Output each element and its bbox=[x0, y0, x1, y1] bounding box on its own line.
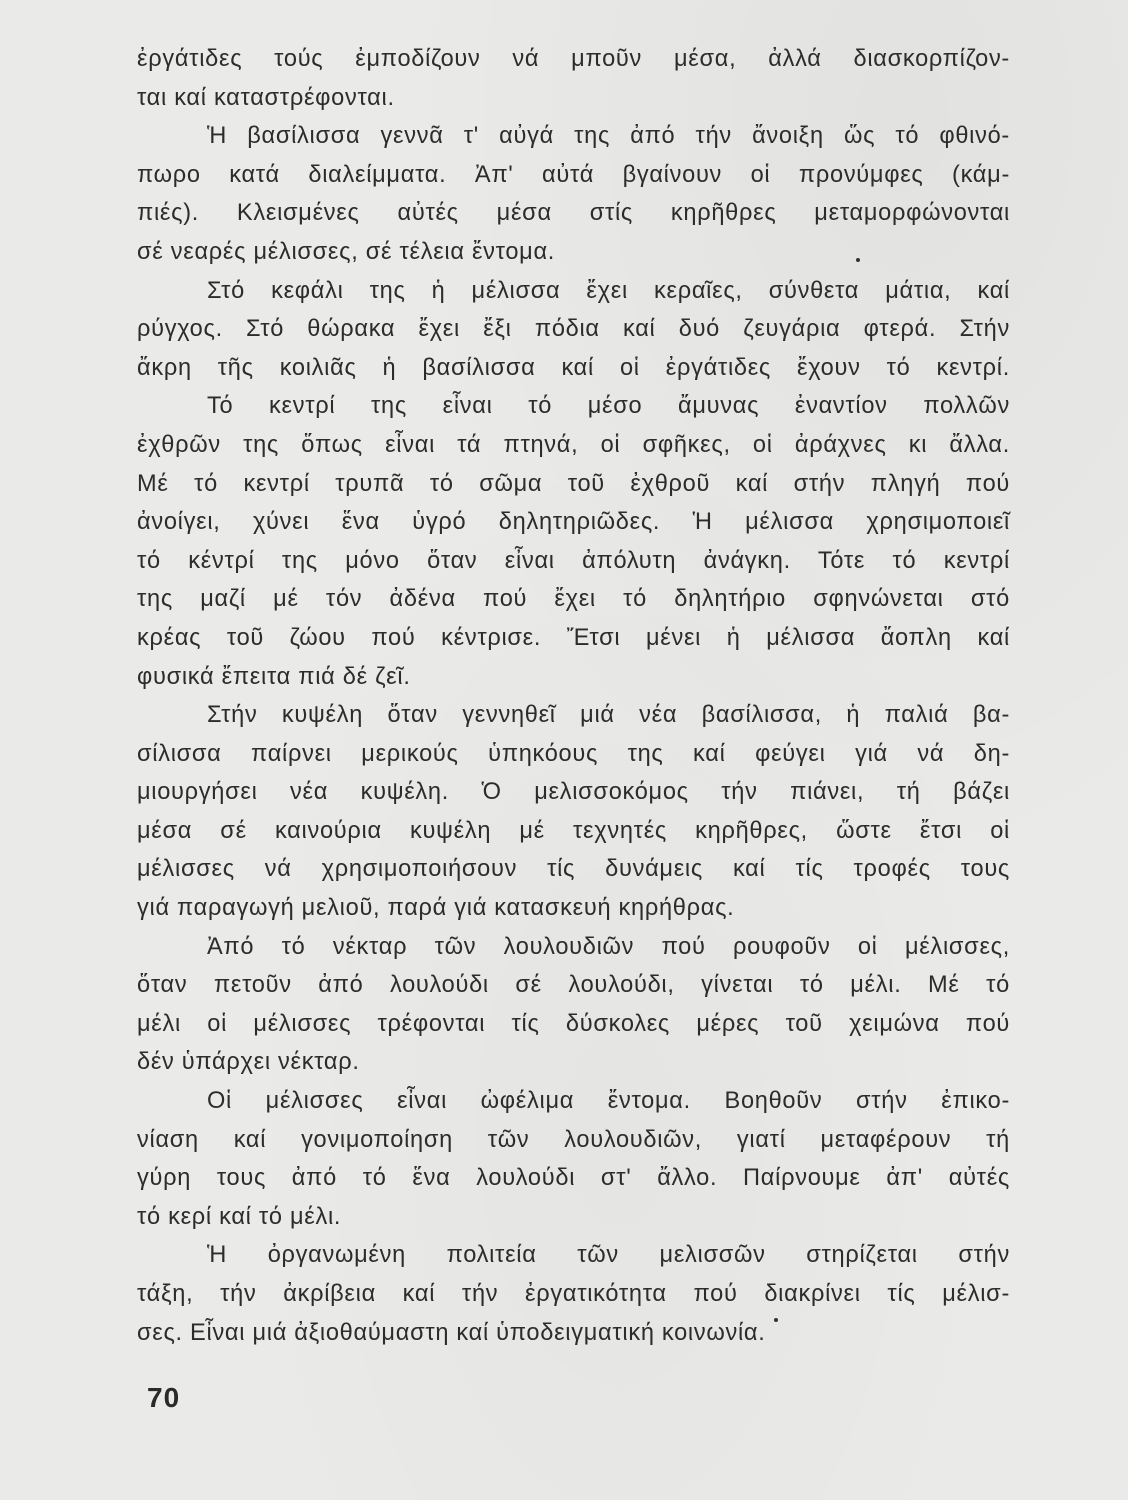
ink-speck bbox=[774, 1318, 778, 1322]
text-line: ἐργάτιδες τούς ἐμποδίζουν νά μποῦν μέσα, ἀλλά διασκορπίζον- bbox=[137, 46, 1010, 72]
text-line: νίαση καί γονιμοποίηση τῶν λουλουδιῶν, γιατί μεταφέρουν τή bbox=[137, 1126, 1010, 1153]
text-line: δέν ὑπάρχει νέκταρ. bbox=[137, 1049, 360, 1076]
text-line: ρύγχος. Στό θώρακα ἔχει ἔξι πόδια καί δυό ζευγάρια φτερά. Στήν bbox=[137, 316, 1010, 343]
text-line: Ἀπό τό νέκταρ τῶν λουλουδιῶν πού ρουφοῦν οἱ μέλισσες, bbox=[207, 933, 1010, 960]
text-line: Ἡ βασίλισσα γεννᾶ τ' αὐγά της ἀπό τήν ἄνοιξη ὥς τό φθινό- bbox=[207, 123, 1010, 150]
text-line: τάξη, τήν ἀκρίβεια καί τήν ἐργατικότητα πού διακρίνει τίς μέλισ- bbox=[137, 1281, 1010, 1307]
body-text bbox=[137, 40, 1010, 1352]
text-line: μέλισσες νά χρησιμοποιήσουν τίς δυνάμεις καί τίς τροφές τους bbox=[137, 856, 1010, 883]
ink-speck bbox=[856, 258, 860, 262]
text-line: πιές). Κλεισμένες αὐτές μέσα στίς κηρῆθρες μεταμορφώνονται bbox=[137, 200, 1010, 227]
text-line: μιουργήσει νέα κυψέλη. Ὁ μελισσοκόμος τήν πιάνει, τή βάζει bbox=[137, 779, 1010, 806]
text-line: τό κερί καί τό μέλι. bbox=[137, 1203, 342, 1230]
text-line: ἀνοίγει, χύνει ἕνα ὑγρό δηλητηριῶδες. Ἡ μέλισσα χρησιμοποιεῖ bbox=[137, 509, 1010, 536]
text-line: ἐχθρῶν της ὅπως εἶναι τά πτηνά, οἱ σφῆκες, οἱ ἀράχνες κι ἄλλα. bbox=[137, 431, 1010, 458]
text-line: γύρη τους ἀπό τό ἕνα λουλούδι στ' ἄλλο. Παίρνουμε ἀπ' αὐτές bbox=[137, 1165, 1010, 1192]
text-line: φυσικά ἔπειτα πιά δέ ζεῖ. bbox=[137, 663, 411, 690]
text-line: σες. Εἶναι μιά ἀξιοθαύμαστη καί ὑποδειγματική κοινωνία. bbox=[137, 1319, 766, 1346]
text-line: Μέ τό κεντρί τρυπᾶ τό σῶμα τοῦ ἐχθροῦ καί στήν πληγή πού bbox=[137, 470, 1010, 497]
text-line: Ἡ ὀργανωμένη πολιτεία τῶν μελισσῶν στηρίζεται στήν bbox=[207, 1242, 1010, 1269]
text-line: Στήν κυψέλη ὅταν γεννηθεῖ μιά νέα βασίλισσα, ἡ παλιά βα- bbox=[207, 702, 1010, 729]
text-line: πωρο κατά διαλείμματα. Ἀπ' αὐτά βγαίνουν οἱ προνύμφες (κάμ- bbox=[137, 161, 1010, 188]
text-line: τό κέντρί της μόνο ὅταν εἶναι ἀπόλυτη ἀνάγκη. Τότε τό κεντρί bbox=[137, 547, 1010, 574]
text-line: ται καί καταστρέφονται. bbox=[137, 84, 395, 111]
text-line: της μαζί μέ τόν ἀδένα πού ἔχει τό δηλητήριο σφηνώνεται στό bbox=[137, 586, 1010, 613]
text-line: σέ νεαρές μέλισσες, σέ τέλεια ἔντομα. bbox=[137, 238, 556, 265]
text-line: μέλι οἱ μέλισσες τρέφονται τίς δύσκολες μέρες τοῦ χειμώνα πού bbox=[137, 1010, 1010, 1037]
text-line: ἄκρη τῆς κοιλιᾶς ἡ βασίλισσα καί οἱ ἐργάτιδες ἔχουν τό κεντρί. bbox=[137, 354, 1010, 381]
text-line: γιά παραγωγή μελιοῦ, παρά γιά κατασκευή κηρήθρας. bbox=[137, 895, 735, 922]
text-line: Στό κεφάλι της ἡ μέλισσα ἔχει κεραῖες, σύνθετα μάτια, καί bbox=[207, 277, 1010, 304]
text-line: κρέας τοῦ ζώου πού κέντρισε. Ἔτσι μένει ἡ μέλισσα ἄοπλη καί bbox=[137, 624, 1010, 651]
text-line: Οἱ μέλισσες εἶναι ὠφέλιμα ἔντομα. Βοηθοῦν στήν ἐπικο- bbox=[207, 1088, 1010, 1115]
text-line: μέσα σέ καινούρια κυψέλη μέ τεχνητές κηρῆθρες, ὥστε ἔτσι οἱ bbox=[137, 817, 1010, 844]
text-line: ὅταν πετοῦν ἀπό λουλούδι σέ λουλούδι, γίνεται τό μέλι. Μέ τό bbox=[137, 972, 1010, 999]
text-line: Τό κεντρί της εἶναι τό μέσο ἄμυνας ἐναντίον πολλῶν bbox=[207, 393, 1010, 420]
page-number: 70 bbox=[147, 1382, 181, 1413]
text-line: σίλισσα παίρνει μερικούς ὑπηκόους της καί φεύγει γιά νά δη- bbox=[137, 740, 1010, 767]
